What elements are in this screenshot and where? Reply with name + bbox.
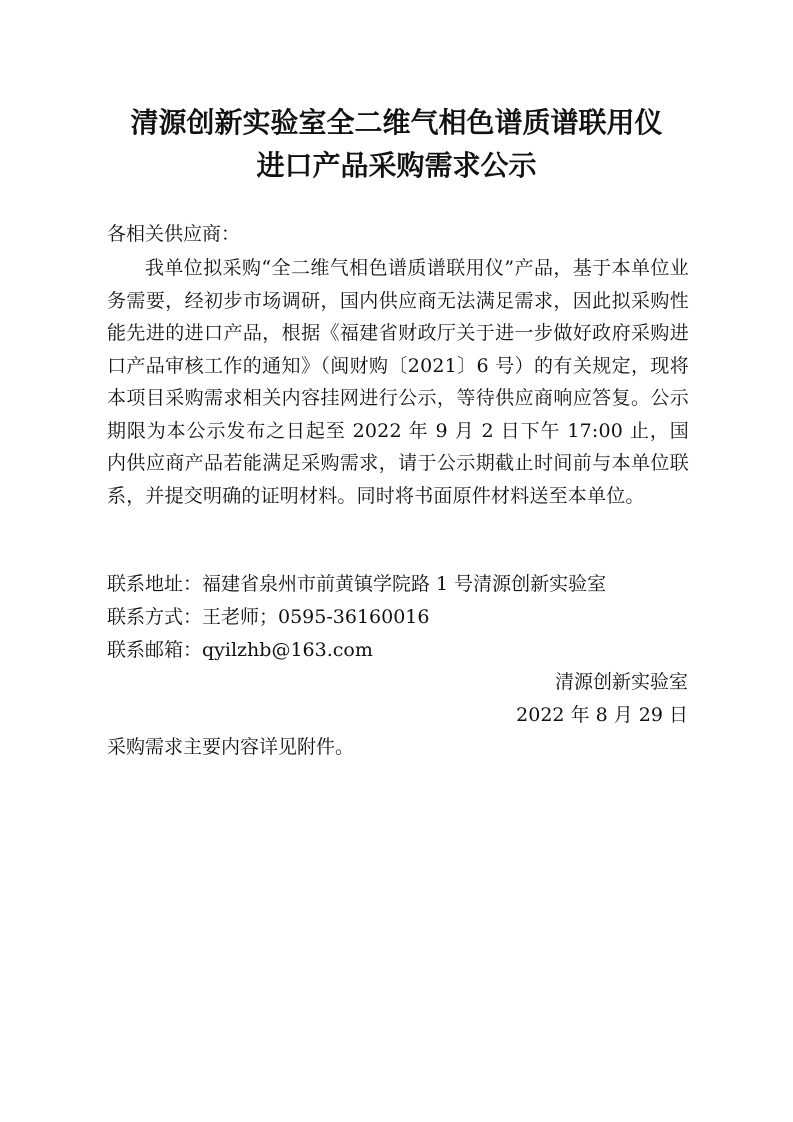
document-title-line-1: 清源创新实验室全二维气相色谱质谱联用仪 [130, 106, 663, 139]
document-title-line-2: 进口产品采购需求公示 [256, 149, 537, 182]
attachment-note: 采购需求主要内容详见附件。 [107, 736, 355, 758]
signature-organization: 清源创新实验室 [554, 671, 688, 693]
salutation: 各相关供应商： [107, 223, 241, 245]
body-paragraph: 我单位拟采购“全二维气相色谱质谱联用仪”产品，基于本单位业务需要，经初步市场调研，国内供应商无法满足需求，因此拟采购性能先进的进口产品，根据《福建省财政厅关于进一步做好政府采购进口产品审核工作的通知》（闽财购〔2021〕6 号）的有关规定，现将本项目采购需求相关内容挂网进行公示，等待供应商响应答复。公示期限为本公示发布之日起至 2022 年 9 月 2 日下午 17:00 止，国内供应商产品若能满足采购需求，请于公示期截止时间前与本单位联系，并提交明确的证明材料。同时将书面原件材料送至本单位。 [107, 257, 689, 507]
signature-date: 2022 年 8 月 29 日 [516, 704, 688, 726]
contact-address: 联系地址：福建省泉州市前黄镇学院路 1 号清源创新实验室 [107, 573, 607, 595]
contact-phone: 联系方式：王老师；0595-36160016 [107, 606, 430, 628]
contact-email: 联系邮箱：qyilzhb@163.com [107, 639, 373, 661]
